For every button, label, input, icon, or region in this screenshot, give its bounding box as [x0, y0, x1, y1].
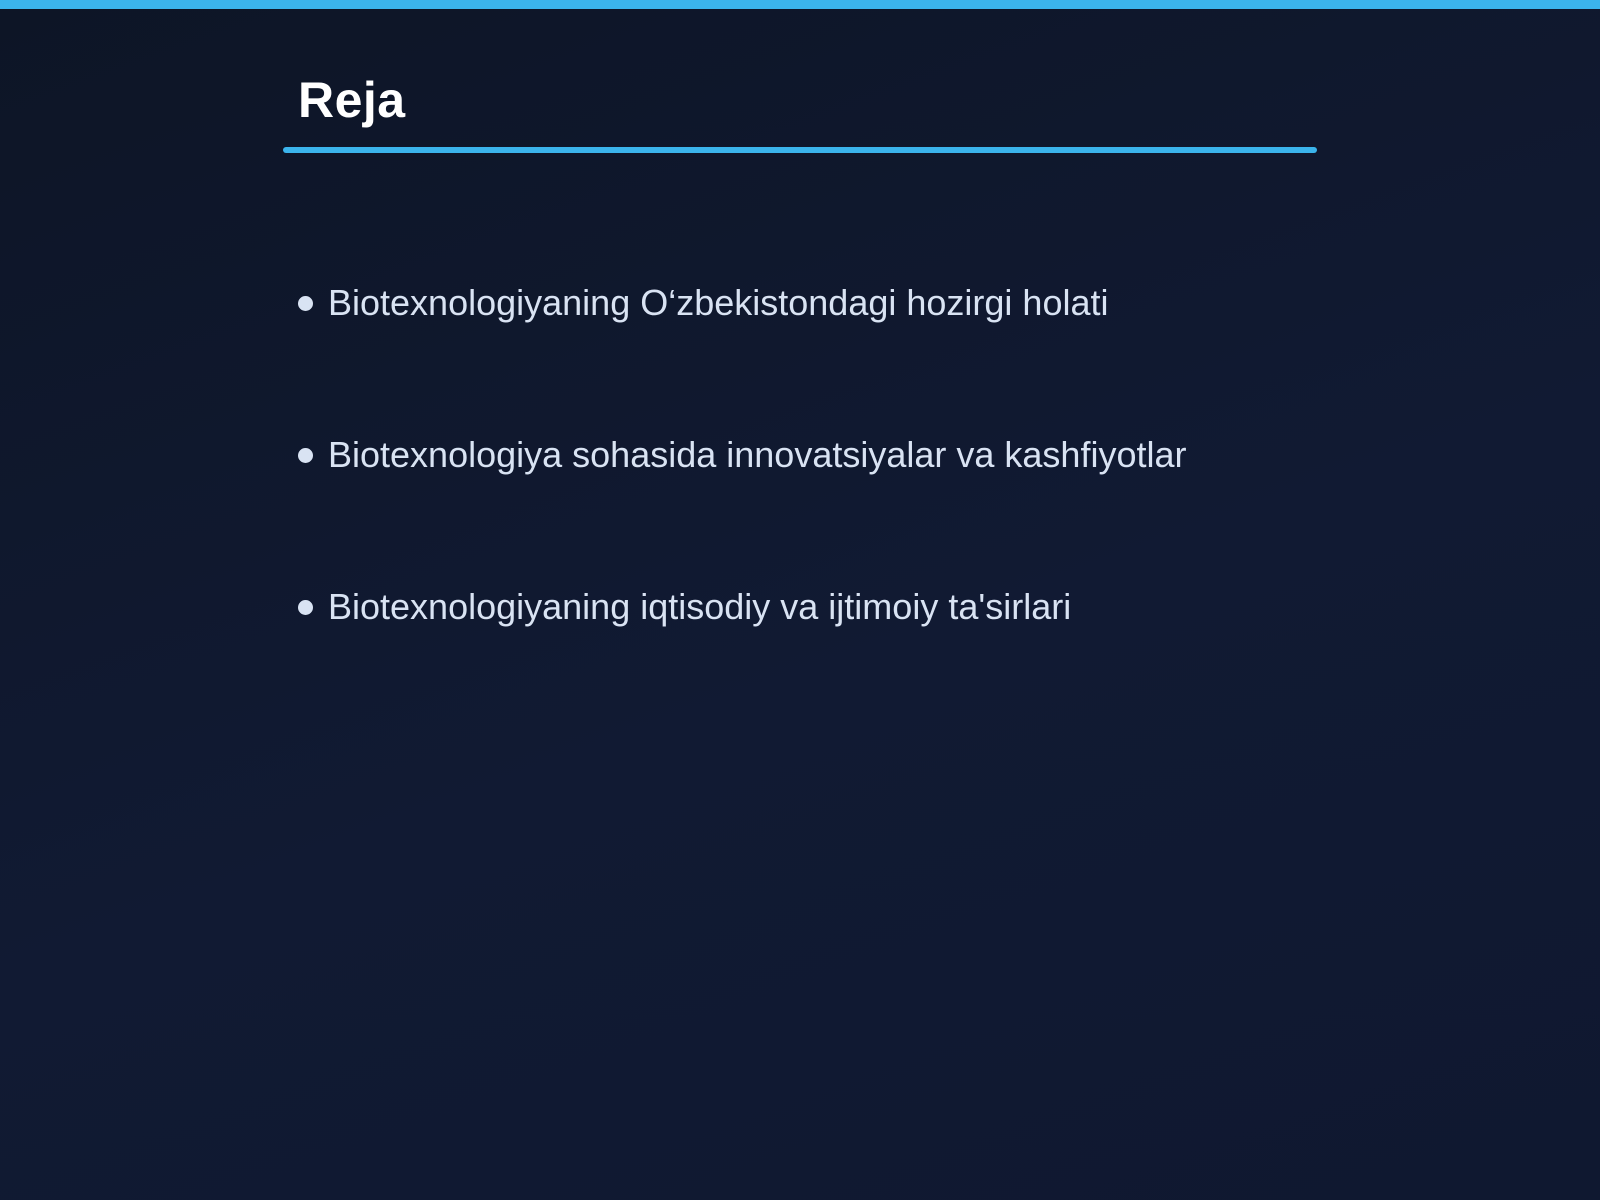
slide-title: Reja — [298, 72, 406, 128]
agenda-list — [298, 278, 1186, 734]
bullet-dot-icon — [298, 600, 313, 615]
top-accent-bar — [0, 0, 1600, 9]
agenda-item — [298, 582, 1186, 632]
title-underline — [283, 147, 1317, 153]
agenda-item — [298, 430, 1186, 480]
agenda-item-text: Biotexnologiyaning iqtisodiy va ijtimoiy ta'sirlari — [328, 586, 1072, 627]
agenda-item-text: Biotexnologiyaning O‘zbekistondagi hozirgi holati — [328, 282, 1109, 323]
bullet-dot-icon — [298, 448, 313, 463]
agenda-item — [298, 278, 1186, 328]
bullet-dot-icon — [298, 296, 313, 311]
agenda-item-text: Biotexnologiya sohasida innovatsiyalar va kashfiyotlar — [328, 434, 1187, 475]
